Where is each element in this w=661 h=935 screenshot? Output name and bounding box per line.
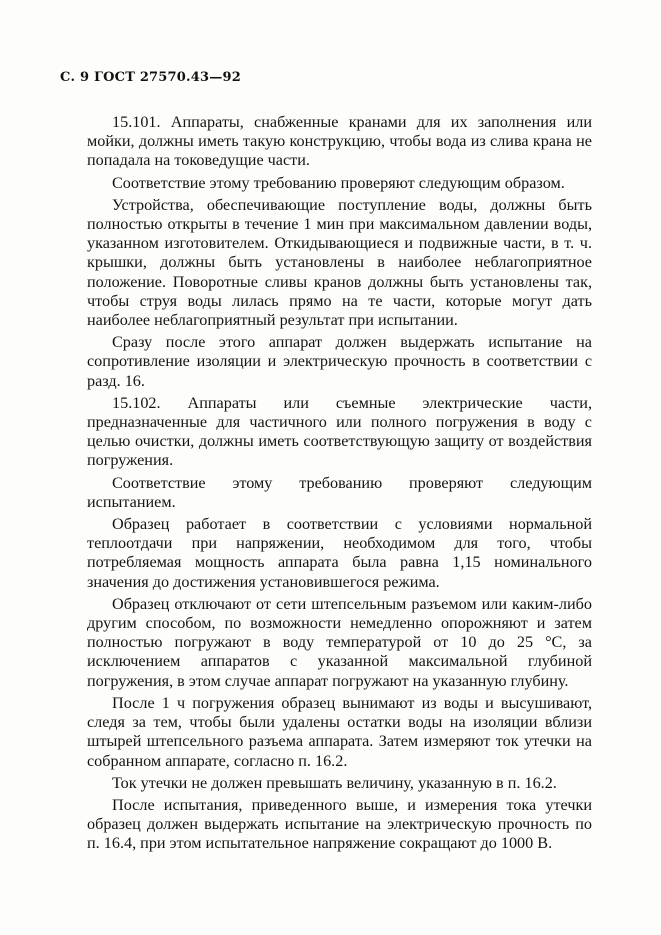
paragraph-15-102: 15.102. Аппараты или съемные электрические части, предназначенные для частичного или полного погружения в воду с целью очистки, должны иметь соответствующую защиту от воздействия погружения. [87,393,592,470]
paragraph-15-101: 15.101. Аппараты, снабженные кранами для их заполнения или мойки, должны иметь такую конструкцию, чтобы вода из слива крана не попадала на токоведущие части. [87,113,592,170]
paragraph-sample-operation: Образец работает в соответствии с условиями нормальной теплоотдачи при напряжении, необходимом для того, чтобы потребляемая мощность аппарата была равна 1,15 номинального значения до достижения установившегося режима. [87,515,592,591]
paragraph-compliance-test: Соответствие этому требованию проверяют следующим испытанием. [87,473,592,511]
page-header: С. 9 ГОСТ 27570.43—92 [60,70,241,85]
paragraph-drying: После 1 ч погружения образец вынимают из воды и высушивают, следя за тем, чтобы были удалены остатки воды на изоляции вблизи штырей штепсельного разъема аппарата. Затем измеряют ток утечки на собранном аппарате, согласно п. 16.2. [87,693,592,770]
paragraph-water-supply: Устройства, обеспечивающие поступление воды, должны быть полностью открыты в течение 1 мин при максимальном давлении воды, указанном изготовителем. Откидывающиеся и подвижные части, в т. ч. крышки, должны быть установлены в наиболее неблагоприятное положение. Поворотные сливы кранов должны быть установлены так, чтобы струя воды лилась прямо на те части, которые могут дать наиболее неблагоприятный результат при испытании. [87,195,592,330]
paragraph-leakage-limit: Ток утечки не должен превышать величину, указанную в п. 16.2. [112,773,557,792]
paragraph-insulation-test: Сразу после этого аппарат должен выдержать испытание на сопротивление изоляции и электрическую прочность в соответствии с разд. 16. [87,333,592,390]
paragraph-compliance-check: Соответствие этому требованию проверяют следующим образом. [112,173,565,192]
paragraph-immersion: Образец отключают от сети штепсельным разъемом или каким-либо другим способом, по возможности немедленно опорожняют и затем полностью погружают в воду температурой от 10 до 25 °С, за исключением аппаратов с указанной максимальной глубиной погружения, в этом случае аппарат погружают на указанную глубину. [87,594,592,690]
paragraph-dielectric-test: После испытания, приведенного выше, и измерения тока утечки образец должен выдержать испытание на электрическую прочность по п. 16.4, при этом испытательное напряжение сокращают до 1000 В. [87,795,592,853]
document-body [87,113,592,854]
